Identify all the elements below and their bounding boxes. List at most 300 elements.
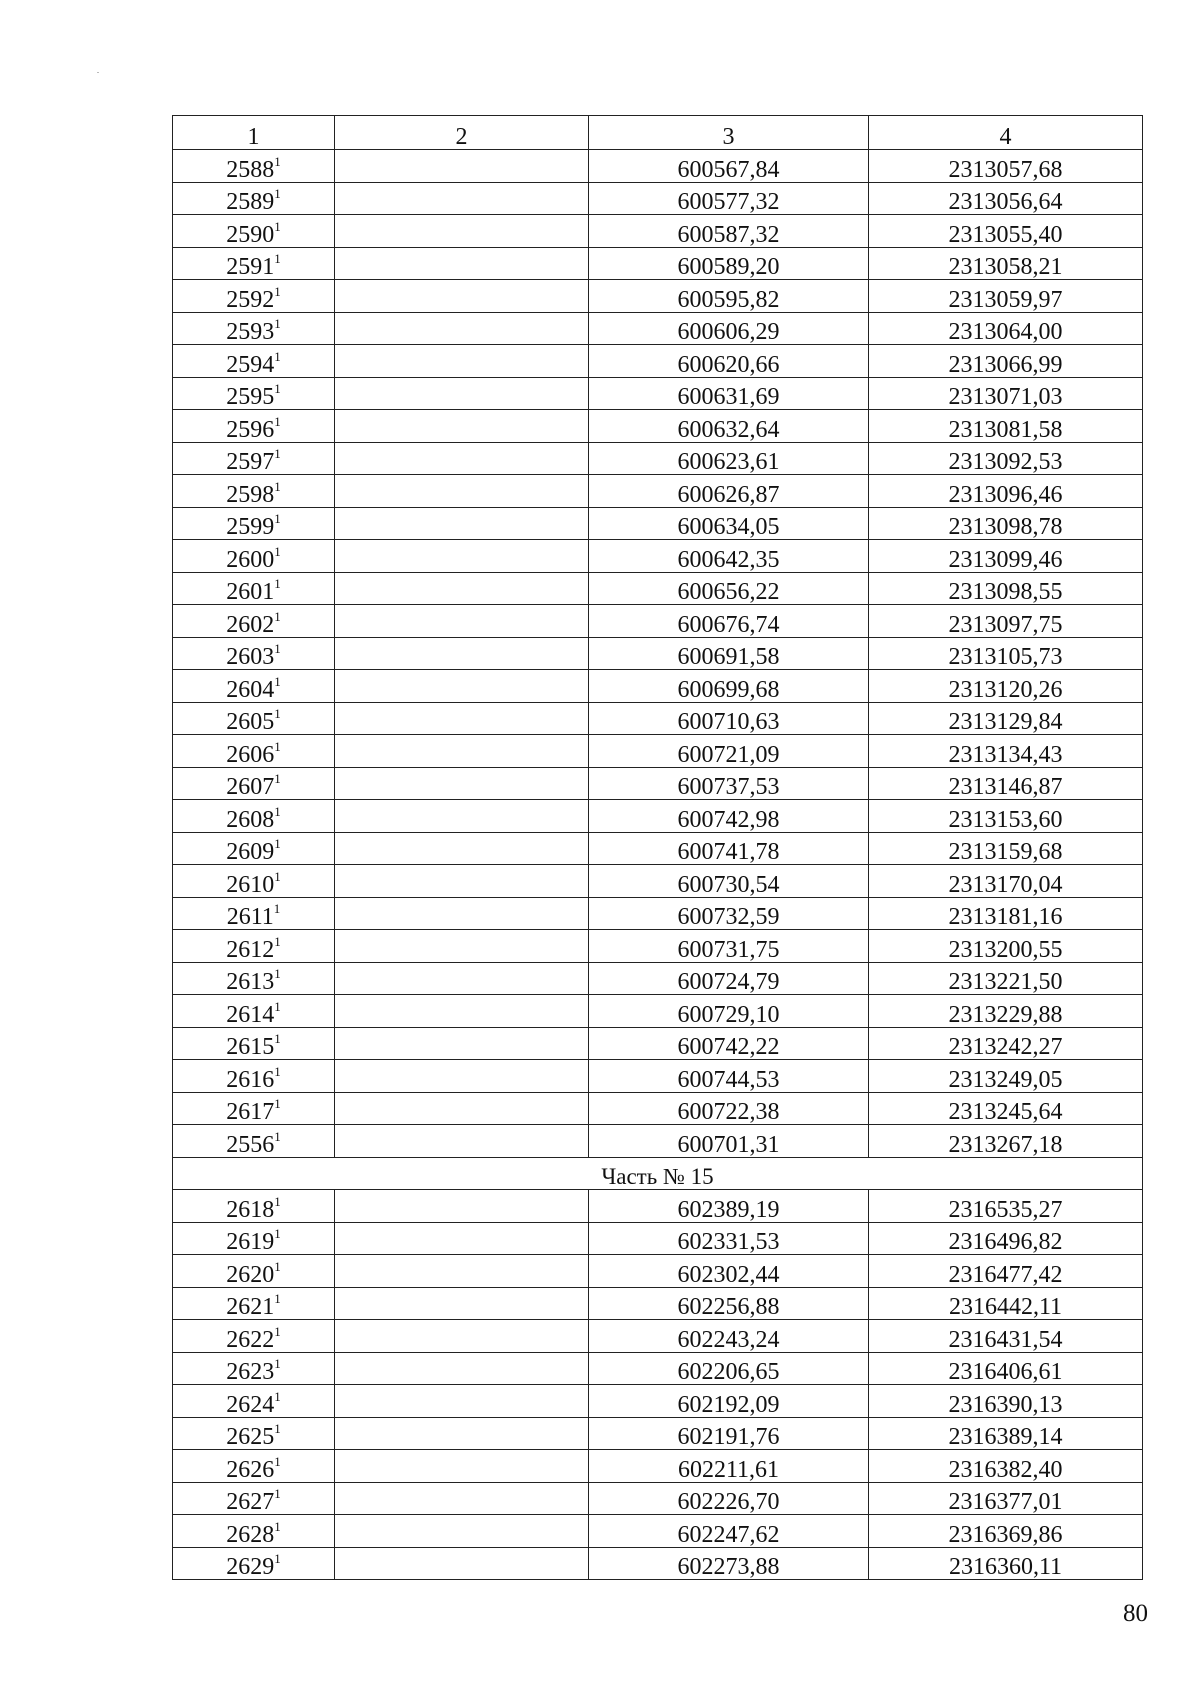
x-coordinate-cell: 602389,19 (589, 1190, 869, 1223)
x-coordinate-cell: 600587,32 (589, 215, 869, 248)
point-number-cell (173, 702, 335, 735)
x-coordinate-cell: 600642,35 (589, 540, 869, 573)
empty-col-2-cell (335, 1417, 589, 1450)
table-row (173, 767, 1143, 800)
table-row (173, 735, 1143, 768)
y-coordinate-cell: 2316389,14 (869, 1417, 1143, 1450)
table-row (173, 150, 1143, 183)
empty-col-2-cell (335, 572, 589, 605)
y-coordinate-cell: 2316535,27 (869, 1190, 1143, 1223)
table-row (173, 1190, 1143, 1223)
point-number-superscript: 1 (274, 316, 281, 331)
point-number-superscript: 1 (274, 478, 281, 494)
x-coordinate-cell: 602247,62 (589, 1515, 869, 1548)
point-number-cell (173, 1320, 335, 1353)
table-row (173, 540, 1143, 573)
x-coordinate-cell: 600731,75 (589, 930, 869, 963)
point-number: 2624 (226, 1391, 275, 1418)
y-coordinate-cell: 2313057,68 (869, 150, 1143, 183)
empty-col-2-cell (335, 1547, 589, 1580)
table-header-row (173, 116, 1143, 150)
point-number-superscript: 1 (274, 868, 281, 884)
y-coordinate-cell: 2313229,88 (869, 995, 1143, 1028)
table-row (173, 507, 1143, 540)
point-number: 2603 (226, 644, 275, 670)
point-number-cell (173, 1222, 335, 1255)
x-coordinate-cell: 600732,59 (589, 897, 869, 930)
point-number: 2617 (226, 1099, 275, 1125)
point-number-superscript: 1 (274, 803, 281, 819)
point-number: 2619 (226, 1229, 275, 1255)
point-number-superscript: 1 (274, 446, 281, 461)
table-row (173, 1287, 1143, 1320)
table-row (173, 1417, 1143, 1450)
point-number: 2594 (226, 351, 275, 378)
point-number-cell (173, 930, 335, 963)
table-row (173, 1222, 1143, 1255)
x-coordinate-cell: 602243,24 (589, 1320, 869, 1353)
point-number-superscript: 1 (274, 1096, 281, 1111)
x-coordinate-cell: 600691,58 (589, 637, 869, 670)
page-number: 80 (1123, 1600, 1148, 1627)
point-number-superscript: 1 (274, 1226, 281, 1241)
point-number-cell (173, 1547, 335, 1580)
point-number-cell (173, 832, 335, 865)
point-number: 2589 (226, 189, 275, 215)
empty-col-2-cell (335, 345, 589, 378)
section-row (173, 1157, 1143, 1190)
point-number-cell (173, 962, 335, 995)
point-number-cell (173, 1190, 335, 1223)
point-number-superscript: 1 (274, 998, 281, 1014)
x-coordinate-cell: 600741,78 (589, 832, 869, 865)
table-row (173, 1385, 1143, 1418)
empty-col-2-cell (335, 865, 589, 898)
point-number: 2598 (226, 481, 275, 508)
point-number-superscript: 1 (274, 543, 281, 559)
x-coordinate-cell: 600710,63 (589, 702, 869, 735)
x-coordinate-cell: 600620,66 (589, 345, 869, 378)
empty-col-2-cell (335, 410, 589, 443)
y-coordinate-cell: 2313200,55 (869, 930, 1143, 963)
empty-col-2-cell (335, 247, 589, 280)
empty-col-2-cell (335, 150, 589, 183)
point-number: 2615 (226, 1034, 275, 1060)
header-col-3: 3 (589, 116, 869, 150)
empty-col-2-cell (335, 1482, 589, 1515)
point-number: 2593 (226, 319, 275, 345)
y-coordinate-cell: 2313170,04 (869, 865, 1143, 898)
x-coordinate-cell: 602192,09 (589, 1385, 869, 1418)
empty-col-2-cell (335, 1385, 589, 1418)
section-label: Часть № 15 (173, 1157, 1143, 1190)
point-number: 2556 (226, 1131, 275, 1158)
empty-col-2-cell (335, 215, 589, 248)
point-number-superscript: 1 (273, 901, 281, 916)
y-coordinate-cell: 2313059,97 (869, 280, 1143, 313)
table-row (173, 605, 1143, 638)
point-number-superscript: 1 (274, 608, 281, 624)
empty-col-2-cell (335, 507, 589, 540)
x-coordinate-cell: 600744,53 (589, 1060, 869, 1093)
table-row (173, 702, 1143, 735)
y-coordinate-cell: 2316431,54 (869, 1320, 1143, 1353)
y-coordinate-cell: 2313092,53 (869, 442, 1143, 475)
empty-col-2-cell (335, 735, 589, 768)
point-number-superscript: 1 (274, 186, 281, 201)
point-number: 2618 (226, 1196, 275, 1223)
y-coordinate-cell: 2313245,64 (869, 1092, 1143, 1125)
point-number: 2620 (226, 1261, 275, 1288)
point-number: 2595 (226, 384, 275, 410)
table-row (173, 1450, 1143, 1483)
table-row (173, 410, 1143, 443)
empty-col-2-cell (335, 637, 589, 670)
y-coordinate-cell: 2313097,75 (869, 605, 1143, 638)
x-coordinate-cell: 600567,84 (589, 150, 869, 183)
point-number-superscript: 1 (274, 576, 281, 591)
table-row (173, 1125, 1143, 1158)
point-number: 2625 (226, 1424, 275, 1450)
x-coordinate-cell: 600606,29 (589, 312, 869, 345)
table-row (173, 442, 1143, 475)
point-number: 2602 (226, 611, 275, 638)
point-number: 2588 (226, 156, 275, 183)
point-number: 2609 (226, 839, 275, 865)
empty-col-2-cell (335, 702, 589, 735)
empty-col-2-cell (335, 897, 589, 930)
table-row (173, 247, 1143, 280)
point-number-cell (173, 1417, 335, 1450)
table-row (173, 345, 1143, 378)
point-number: 2592 (226, 286, 275, 313)
empty-col-2-cell (335, 670, 589, 703)
y-coordinate-cell: 2313096,46 (869, 475, 1143, 508)
point-number: 2616 (226, 1066, 275, 1093)
point-number-superscript: 1 (274, 251, 281, 266)
empty-col-2-cell (335, 930, 589, 963)
table-row (173, 312, 1143, 345)
table-row (173, 865, 1143, 898)
x-coordinate-cell: 600632,64 (589, 410, 869, 443)
point-number-superscript: 1 (274, 1388, 281, 1404)
y-coordinate-cell: 2313159,68 (869, 832, 1143, 865)
table-row (173, 897, 1143, 930)
point-number-superscript: 1 (274, 1258, 281, 1274)
empty-col-2-cell (335, 1092, 589, 1125)
point-number: 2600 (226, 546, 275, 573)
table-row (173, 1547, 1143, 1580)
y-coordinate-cell: 2313105,73 (869, 637, 1143, 670)
point-number: 2597 (226, 449, 275, 475)
x-coordinate-cell: 600742,22 (589, 1027, 869, 1060)
coordinates-table-body (173, 116, 1143, 1580)
table-row (173, 995, 1143, 1028)
x-coordinate-cell: 600737,53 (589, 767, 869, 800)
empty-col-2-cell (335, 1320, 589, 1353)
empty-col-2-cell (335, 1027, 589, 1060)
point-number-cell (173, 507, 335, 540)
point-number-superscript: 1 (274, 738, 281, 754)
point-number-superscript: 1 (274, 771, 281, 786)
y-coordinate-cell: 2316377,01 (869, 1482, 1143, 1515)
point-number-superscript: 1 (274, 1551, 281, 1566)
x-coordinate-cell: 602302,44 (589, 1255, 869, 1288)
x-coordinate-cell: 600699,68 (589, 670, 869, 703)
point-number-superscript: 1 (274, 1128, 281, 1144)
point-number-superscript: 1 (274, 1486, 281, 1501)
point-number-superscript: 1 (274, 933, 281, 949)
point-number-cell (173, 1482, 335, 1515)
empty-col-2-cell (335, 767, 589, 800)
point-number: 2591 (226, 254, 275, 280)
point-number-cell (173, 442, 335, 475)
y-coordinate-cell: 2313181,16 (869, 897, 1143, 930)
table-row (173, 1515, 1143, 1548)
point-number-cell (173, 540, 335, 573)
header-col-4: 4 (869, 116, 1143, 150)
point-number-superscript: 1 (274, 413, 281, 429)
empty-col-2-cell (335, 605, 589, 638)
y-coordinate-cell: 2313134,43 (869, 735, 1143, 768)
point-number: 2601 (226, 579, 275, 605)
empty-col-2-cell (335, 1287, 589, 1320)
point-number-cell (173, 735, 335, 768)
point-number: 2622 (226, 1326, 275, 1353)
x-coordinate-cell: 600729,10 (589, 995, 869, 1028)
point-number-superscript: 1 (274, 1193, 281, 1209)
point-number-superscript: 1 (274, 673, 281, 689)
point-number-superscript: 1 (274, 381, 281, 396)
x-coordinate-cell: 600724,79 (589, 962, 869, 995)
empty-col-2-cell (335, 995, 589, 1028)
y-coordinate-cell: 2313249,05 (869, 1060, 1143, 1093)
x-coordinate-cell: 602256,88 (589, 1287, 869, 1320)
empty-col-2-cell (335, 832, 589, 865)
table-row (173, 1060, 1143, 1093)
empty-col-2-cell (335, 1060, 589, 1093)
x-coordinate-cell: 602331,53 (589, 1222, 869, 1255)
point-number: 2606 (226, 741, 275, 768)
table-row (173, 280, 1143, 313)
y-coordinate-cell: 2313066,99 (869, 345, 1143, 378)
y-coordinate-cell: 2316442,11 (869, 1287, 1143, 1320)
y-coordinate-cell: 2313242,27 (869, 1027, 1143, 1060)
point-number: 2623 (226, 1359, 275, 1385)
x-coordinate-cell: 600676,74 (589, 605, 869, 638)
point-number: 2627 (226, 1489, 275, 1515)
table-row (173, 800, 1143, 833)
point-number-superscript: 1 (274, 1063, 281, 1079)
point-number-superscript: 1 (274, 836, 281, 851)
point-number: 2613 (226, 969, 275, 995)
point-number-superscript: 1 (274, 1453, 281, 1469)
empty-col-2-cell (335, 1125, 589, 1158)
point-number-superscript: 1 (274, 1356, 281, 1371)
empty-col-2-cell (335, 280, 589, 313)
table-row (173, 475, 1143, 508)
y-coordinate-cell: 2316369,86 (869, 1515, 1143, 1548)
y-coordinate-cell: 2313071,03 (869, 377, 1143, 410)
point-number-cell (173, 182, 335, 215)
empty-col-2-cell (335, 1450, 589, 1483)
point-number-cell (173, 1385, 335, 1418)
point-number-superscript: 1 (274, 1421, 281, 1436)
empty-col-2-cell (335, 475, 589, 508)
x-coordinate-cell: 600595,82 (589, 280, 869, 313)
point-number-cell (173, 767, 335, 800)
point-number: 2628 (226, 1521, 275, 1548)
point-number-cell (173, 1255, 335, 1288)
table-row (173, 182, 1143, 215)
point-number: 2614 (226, 1001, 275, 1028)
point-number: 2608 (226, 806, 275, 833)
point-number-superscript: 1 (274, 511, 281, 526)
x-coordinate-cell: 602226,70 (589, 1482, 869, 1515)
x-coordinate-cell: 600631,69 (589, 377, 869, 410)
point-number: 2596 (226, 416, 275, 443)
point-number-cell (173, 215, 335, 248)
point-number-cell (173, 1515, 335, 1548)
point-number: 2604 (226, 676, 275, 703)
y-coordinate-cell: 2313267,18 (869, 1125, 1143, 1158)
point-number-cell (173, 572, 335, 605)
x-coordinate-cell: 602273,88 (589, 1547, 869, 1580)
coordinates-table (172, 115, 1143, 1580)
point-number-cell (173, 345, 335, 378)
table-row (173, 1482, 1143, 1515)
x-coordinate-cell: 600742,98 (589, 800, 869, 833)
point-number-superscript: 1 (274, 1291, 281, 1306)
x-coordinate-cell: 602211,61 (589, 1450, 869, 1483)
x-coordinate-cell: 600577,32 (589, 182, 869, 215)
point-number-cell (173, 1352, 335, 1385)
empty-col-2-cell (335, 182, 589, 215)
point-number: 2599 (226, 514, 275, 540)
point-number-superscript: 1 (274, 218, 281, 234)
table-row (173, 1255, 1143, 1288)
point-number: 2610 (226, 871, 275, 898)
y-coordinate-cell: 2313055,40 (869, 215, 1143, 248)
point-number: 2611 (226, 904, 274, 930)
y-coordinate-cell: 2313153,60 (869, 800, 1143, 833)
table-row (173, 962, 1143, 995)
point-number-cell (173, 475, 335, 508)
point-number-cell (173, 670, 335, 703)
table-row (173, 1027, 1143, 1060)
point-number-cell (173, 995, 335, 1028)
y-coordinate-cell: 2316477,42 (869, 1255, 1143, 1288)
point-number-cell (173, 1450, 335, 1483)
point-number-cell (173, 247, 335, 280)
x-coordinate-cell: 600589,20 (589, 247, 869, 280)
empty-col-2-cell (335, 540, 589, 573)
empty-col-2-cell (335, 442, 589, 475)
y-coordinate-cell: 2313098,55 (869, 572, 1143, 605)
x-coordinate-cell: 600634,05 (589, 507, 869, 540)
x-coordinate-cell: 600730,54 (589, 865, 869, 898)
x-coordinate-cell: 602191,76 (589, 1417, 869, 1450)
point-number-cell (173, 1027, 335, 1060)
table-row (173, 670, 1143, 703)
x-coordinate-cell: 600722,38 (589, 1092, 869, 1125)
point-number-superscript: 1 (274, 1518, 281, 1534)
header-col-1: 1 (173, 116, 335, 150)
point-number-superscript: 1 (274, 1323, 281, 1339)
point-number-cell (173, 280, 335, 313)
y-coordinate-cell: 2313058,21 (869, 247, 1143, 280)
point-number-cell (173, 150, 335, 183)
empty-col-2-cell (335, 312, 589, 345)
table-row (173, 572, 1143, 605)
point-number: 2612 (226, 936, 275, 963)
table-row (173, 215, 1143, 248)
point-number-cell (173, 897, 335, 930)
scan-speck (97, 72, 99, 73)
empty-col-2-cell (335, 1222, 589, 1255)
point-number-superscript: 1 (274, 706, 281, 721)
table-row (173, 1352, 1143, 1385)
y-coordinate-cell: 2313099,46 (869, 540, 1143, 573)
x-coordinate-cell: 602206,65 (589, 1352, 869, 1385)
table-row (173, 637, 1143, 670)
table-row (173, 832, 1143, 865)
point-number-cell (173, 605, 335, 638)
y-coordinate-cell: 2316390,13 (869, 1385, 1143, 1418)
empty-col-2-cell (335, 1255, 589, 1288)
y-coordinate-cell: 2313129,84 (869, 702, 1143, 735)
x-coordinate-cell: 600721,09 (589, 735, 869, 768)
y-coordinate-cell: 2313146,87 (869, 767, 1143, 800)
y-coordinate-cell: 2316360,11 (869, 1547, 1143, 1580)
y-coordinate-cell: 2313098,78 (869, 507, 1143, 540)
table-row (173, 930, 1143, 963)
y-coordinate-cell: 2316382,40 (869, 1450, 1143, 1483)
empty-col-2-cell (335, 1352, 589, 1385)
point-number-cell (173, 312, 335, 345)
y-coordinate-cell: 2313064,00 (869, 312, 1143, 345)
point-number-cell (173, 865, 335, 898)
point-number-cell (173, 410, 335, 443)
empty-col-2-cell (335, 962, 589, 995)
y-coordinate-cell: 2313221,50 (869, 962, 1143, 995)
table-row (173, 1320, 1143, 1353)
y-coordinate-cell: 2313056,64 (869, 182, 1143, 215)
x-coordinate-cell: 600701,31 (589, 1125, 869, 1158)
point-number-cell (173, 1125, 335, 1158)
point-number-superscript: 1 (274, 153, 281, 169)
point-number: 2621 (226, 1294, 275, 1320)
y-coordinate-cell: 2316406,61 (869, 1352, 1143, 1385)
point-number: 2626 (226, 1456, 275, 1483)
point-number: 2629 (226, 1554, 275, 1580)
point-number-cell (173, 1060, 335, 1093)
point-number-superscript: 1 (274, 348, 281, 364)
point-number: 2590 (226, 221, 275, 248)
point-number-cell (173, 637, 335, 670)
point-number-superscript: 1 (274, 641, 281, 656)
point-number: 2605 (226, 709, 275, 735)
y-coordinate-cell: 2313120,26 (869, 670, 1143, 703)
empty-col-2-cell (335, 1190, 589, 1223)
point-number-superscript: 1 (274, 283, 281, 299)
point-number-superscript: 1 (274, 1031, 281, 1046)
x-coordinate-cell: 600656,22 (589, 572, 869, 605)
point-number-cell (173, 1287, 335, 1320)
x-coordinate-cell: 600623,61 (589, 442, 869, 475)
point-number: 2607 (226, 774, 275, 800)
header-col-2: 2 (335, 116, 589, 150)
